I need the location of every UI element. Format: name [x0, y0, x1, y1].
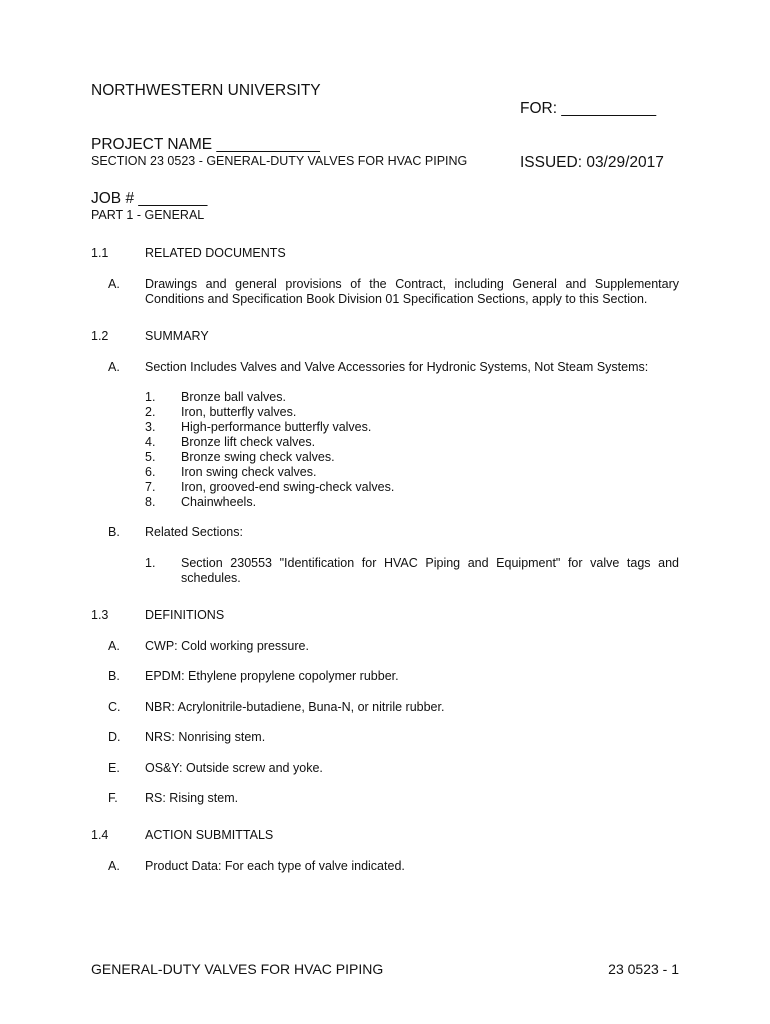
issued-date: ISSUED: 03/29/2017: [520, 154, 664, 171]
definition-letter: E.: [108, 761, 120, 775]
definition-letter: A.: [108, 639, 120, 653]
definition-letter: D.: [108, 730, 121, 744]
article-title: DEFINITIONS: [145, 608, 225, 622]
subparagraph-text: Section 230553 "Identification for HVAC Piping and Equipment" for valve tags and schedules.: [181, 556, 679, 585]
footer-title: GENERAL-DUTY VALVES FOR HVAC PIPING: [91, 961, 384, 977]
paragraph-letter: A.: [108, 360, 120, 374]
article-number: 1.2: [91, 329, 109, 343]
article-number: 1.1: [91, 246, 109, 260]
university-name: NORTHWESTERN UNIVERSITY: [91, 82, 321, 99]
header-right: [520, 64, 664, 208]
page-number: 23 0523 - 1: [608, 961, 679, 977]
job-number: JOB # ________: [91, 190, 208, 207]
paragraph-text: Product Data: For each type of valve indicated.: [145, 859, 405, 873]
paragraph-letter: A.: [108, 859, 120, 873]
definition-text: CWP: Cold working pressure.: [145, 639, 309, 653]
for-field: FOR: ___________: [520, 100, 657, 117]
paragraph-letter: A.: [108, 277, 120, 291]
definition-letter: F.: [108, 791, 118, 805]
definition-text: EPDM: Ethylene propylene copolymer rubber.: [145, 669, 399, 683]
article-title: RELATED DOCUMENTS: [145, 246, 286, 260]
article-title: ACTION SUBMITTALS: [145, 828, 274, 842]
project-name: PROJECT NAME ____________: [91, 136, 320, 153]
paragraph-text: Related Sections:: [145, 525, 243, 539]
section-title: SECTION 23 0523 - GENERAL-DUTY VALVES FOR HVAC PIPING: [91, 154, 468, 168]
definition-letter: C.: [108, 700, 121, 714]
definition-text: RS: Rising stem.: [145, 791, 239, 805]
document-page: NORTHWESTERN UNIVERSITY PROJECT NAME ____________ JOB # ________ FOR: ___________ ISSUED: 03/29/2017 SECTION 23 0523 - GENERAL-DUTY VALVES FOR HVAC PIPING PART 1 - GENERAL 1.1 RELATED DOCUMENTS A. Drawings and general provisions of the Contract, including General and Supplementary Conditions and Specification Book Division 01 Specification Sections, apply to this Section. 1.2 SUMMARY A. Section Includes Valves and Valve Accessories for Hydronic Systems, Not Steam Systems: 1. Bronze ball valves. 2. Iron, butterfly valves. 3. High-performance butterfly valves. 4. Bronze lift check valves. 5. Bronze swing check valves. 6. Iron swing check valves. 7. Iron, grooved-end swing-check valves. 8. Chainwheels. B. Related Sections: 1. Section 230553 "Identification for HVAC Piping and Equipment" for valve tags and schedules. 1.3 DEFINITIONS A. CWP: Cold working pressure. B. EPDM: Ethylene propylene copolymer rubber. C. NBR: Acrylonitrile-butadiene, Buna-N, or nitrile rubber. D. NRS: Nonrising stem. E. OS&Y: Outside screw and yoke. F. RS: Rising stem. 1.4 ACTION SUBMITTALS A. Product Data: For each type of valve indicated. GENERAL-DUTY VALVES FOR HVAC PIPING 23 0523 - 1: [0, 0, 770, 1024]
subparagraph-number: 1.: [145, 556, 156, 570]
article-number: 1.4: [91, 828, 109, 842]
article-title: SUMMARY: [145, 329, 209, 343]
paragraph-text: Drawings and general provisions of the Contract, including General and Supplementary Conditions and Specification Book Division 01 Specification Sections, apply to this Section.: [145, 277, 679, 306]
article-number: 1.3: [91, 608, 109, 622]
definition-text: NBR: Acrylonitrile-butadiene, Buna-N, or nitrile rubber.: [145, 700, 445, 714]
definition-text: NRS: Nonrising stem.: [145, 730, 266, 744]
paragraph-text: Section Includes Valves and Valve Accessories for Hydronic Systems, Not Steam Systems:: [145, 360, 649, 374]
part-heading: PART 1 - GENERAL: [91, 208, 205, 222]
definition-text: OS&Y: Outside screw and yoke.: [145, 761, 323, 775]
definition-letter: B.: [108, 669, 120, 683]
paragraph-letter: B.: [108, 525, 120, 539]
